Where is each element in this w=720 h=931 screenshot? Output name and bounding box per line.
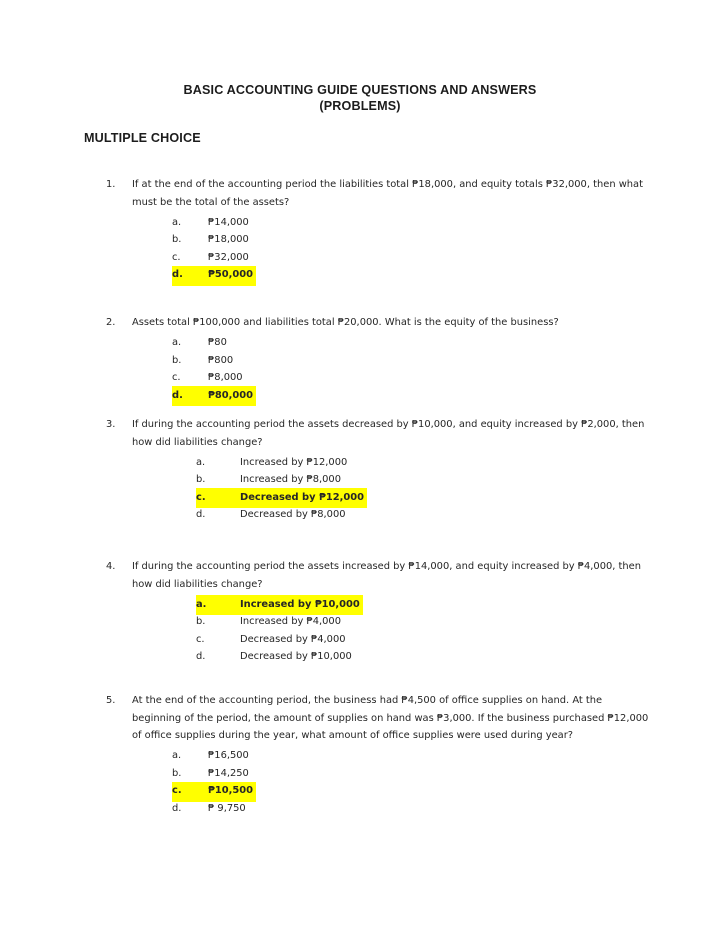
option-letter: d. [172,803,182,815]
option-text: ₱80 [208,337,227,349]
option-item[interactable] [172,231,646,249]
option-text: Increased by ₱8,000 [240,474,342,486]
option-item[interactable] [172,334,646,352]
option-item[interactable] [172,800,651,818]
document-title-line1: BASIC ACCOUNTING GUIDE QUESTIONS AND ANSWERS [183,83,537,97]
option-letter: a. [196,456,206,468]
option-item[interactable] [172,747,651,765]
option-text: ₱8,000 [208,372,243,384]
option-item[interactable] [172,213,646,231]
option-text: Decreased by ₱8,000 [240,509,346,521]
question-block-3 [106,416,646,524]
option-text: Increased by ₱4,000 [240,616,342,628]
option-letter: d. [196,651,206,663]
question-heading [106,692,651,745]
question-block-1 [106,176,646,284]
document-title-line2: (PROBLEMS) [319,99,401,113]
option-text: Increased by ₱12,000 [240,456,348,468]
option-letter: a. [196,598,207,610]
option-item[interactable] [196,648,651,666]
option-list [172,747,651,817]
option-list [196,595,651,665]
option-letter: b. [196,616,206,628]
question-heading [106,416,646,451]
option-text: ₱800 [208,354,234,366]
question-heading [106,176,646,211]
option-item[interactable] [196,506,646,524]
option-item[interactable] [196,630,651,648]
option-item[interactable] [196,471,646,489]
option-letter: c. [172,251,181,263]
question-block-4 [106,558,651,666]
option-text: ₱50,000 [208,269,253,281]
option-text: ₱14,250 [208,767,249,779]
option-item[interactable] [196,613,651,631]
option-text: Decreased by ₱10,000 [240,651,352,663]
option-letter: d. [172,269,183,281]
option-text: Decreased by ₱4,000 [240,633,346,645]
question-number: 4. [106,561,116,572]
option-item-highlighted[interactable] [172,386,646,404]
question-text: Assets total ₱100,000 and liabilities total ₱20,000. What is the equity of the business? [132,317,559,328]
option-item[interactable] [172,248,646,266]
question-block-2 [106,314,646,404]
question-number: 2. [106,317,116,328]
option-list [196,453,646,523]
option-letter: c. [172,785,182,797]
question-heading [106,558,651,593]
option-letter: c. [196,633,205,645]
document-title [0,82,720,114]
question-text: At the end of the accounting period, the business had ₱4,500 of office supplies on hand. At the beginning of the period, the amount of supplies on hand was ₱3,000. If the business purchased ₱12,000 of office supplies during the year, what amount of office supplies were used during year? [132,695,649,742]
option-text: ₱80,000 [208,389,253,401]
option-text: ₱32,000 [208,251,249,263]
option-item[interactable] [172,764,651,782]
option-letter: a. [172,750,182,762]
option-item[interactable] [196,453,646,471]
option-letter: c. [172,372,181,384]
option-text: ₱14,000 [208,216,249,228]
question-block-5 [106,692,651,817]
section-heading-multiple-choice: MULTIPLE CHOICE [84,131,201,145]
option-text: Decreased by ₱12,000 [240,491,364,503]
question-text: If during the accounting period the assets decreased by ₱10,000, and equity increased by ₱2,000, then how did liabilities change? [132,419,645,448]
option-item[interactable] [172,351,646,369]
option-list [172,334,646,404]
option-letter: b. [172,767,182,779]
option-text: ₱ 9,750 [208,803,246,815]
option-letter: a. [172,337,182,349]
option-letter: b. [172,234,182,246]
question-number: 1. [106,179,116,190]
option-item-highlighted[interactable] [196,488,646,506]
option-letter: d. [196,509,206,521]
option-item-highlighted[interactable] [172,266,646,284]
option-item-highlighted[interactable] [172,782,651,800]
option-text: ₱18,000 [208,234,249,246]
option-text: ₱10,500 [208,785,253,797]
question-text: If at the end of the accounting period the liabilities total ₱18,000, and equity totals ₱32,000, then what must be the total of the assets? [132,179,643,208]
question-heading [106,314,646,332]
question-text: If during the accounting period the assets increased by ₱14,000, and equity increased by ₱4,000, then how did liabilities change? [132,561,642,590]
option-item-highlighted[interactable] [196,595,651,613]
question-number: 3. [106,419,116,430]
option-letter: b. [196,474,206,486]
option-item[interactable] [172,369,646,387]
question-number: 5. [106,695,116,706]
option-letter: b. [172,354,182,366]
option-letter: a. [172,216,182,228]
option-letter: c. [196,491,206,503]
option-text: ₱16,500 [208,750,249,762]
option-list [172,213,646,283]
option-letter: d. [172,389,183,401]
option-text: Increased by ₱10,000 [240,598,360,610]
